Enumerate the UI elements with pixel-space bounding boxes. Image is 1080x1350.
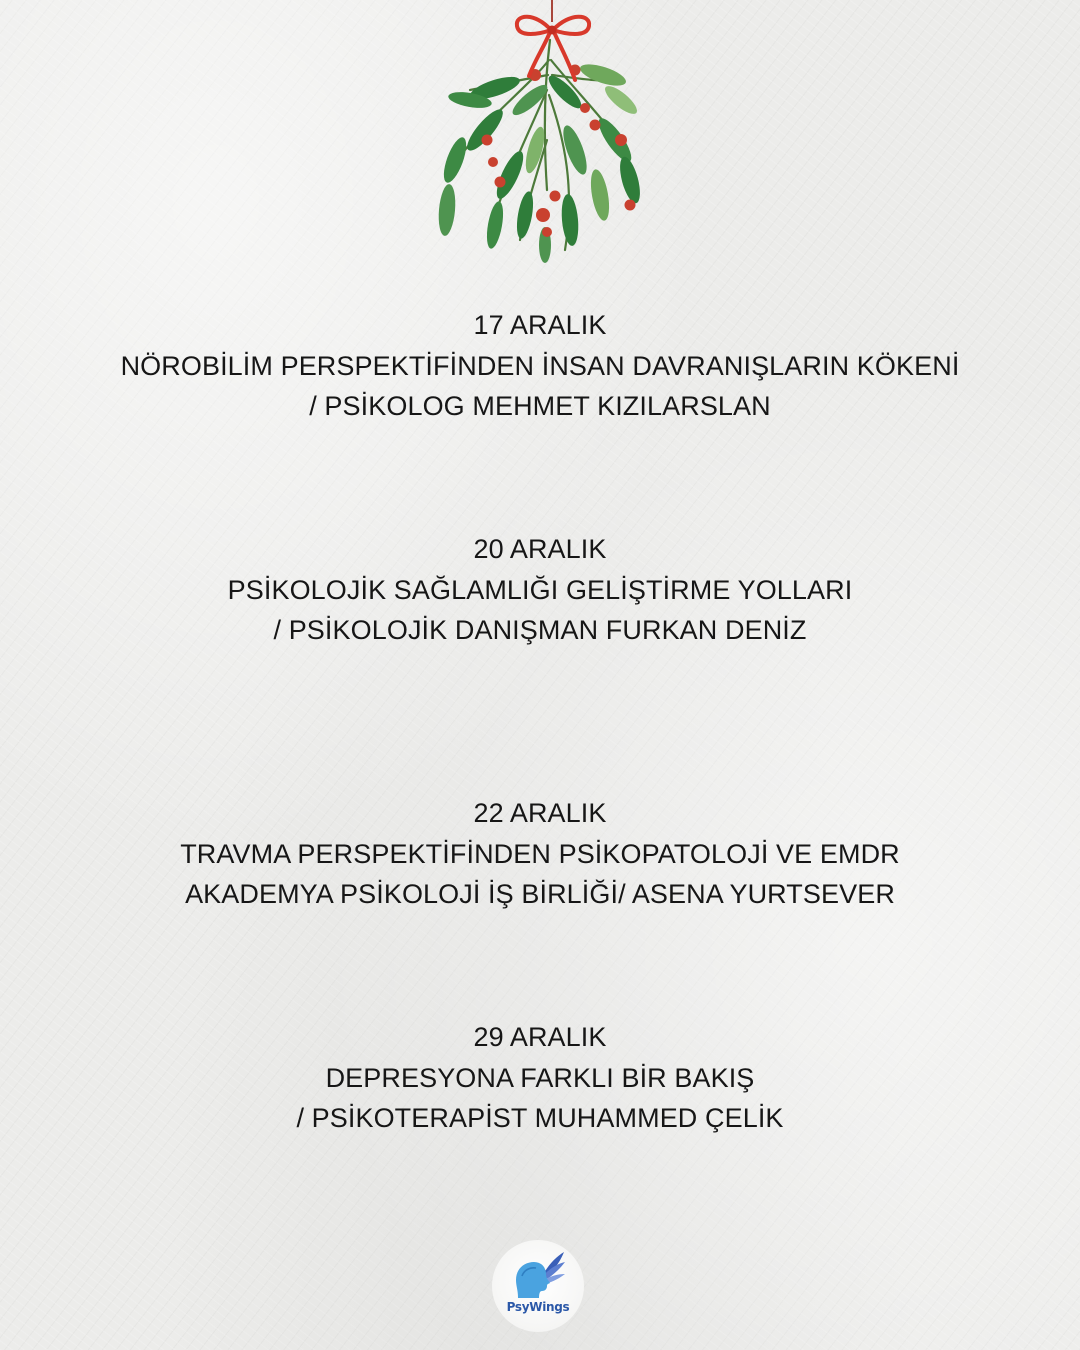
psywings-logo — [492, 1240, 584, 1332]
event-date: 29 ARALIK — [473, 1022, 607, 1052]
event-29-aralik — [0, 1017, 1080, 1139]
event-speaker: / PSİKOTERAPİST MUHAMMED ÇELİK — [296, 1103, 784, 1133]
mistletoe-icon — [425, 0, 655, 275]
event-date: 20 ARALIK — [473, 534, 607, 564]
event-date: 22 ARALIK — [473, 798, 607, 828]
event-title: TRAVMA PERSPEKTİFİNDEN PSİKOPATOLOJİ VE EMDR — [180, 838, 900, 869]
logo-text: PsyWings — [506, 1300, 570, 1314]
event-date: 17 ARALIK — [473, 310, 607, 340]
event-20-aralik — [0, 529, 1080, 651]
event-17-aralik — [0, 305, 1080, 427]
event-speaker: / PSİKOLOG MEHMET KIZILARSLAN — [309, 391, 771, 421]
event-speaker: / PSİKOLOJİK DANIŞMAN FURKAN DENİZ — [273, 615, 807, 645]
event-speaker: AKADEMYA PSİKOLOJİ İŞ BİRLİĞİ/ ASENA YURTSEVER — [185, 879, 895, 909]
event-22-aralik — [0, 793, 1080, 915]
winged-head-icon — [510, 1250, 566, 1302]
event-title: DEPRESYONA FARKLI BİR BAKIŞ — [325, 1062, 755, 1093]
event-title: PSİKOLOJİK SAĞLAMLIĞI GELİŞTİRME YOLLARI — [227, 574, 853, 605]
event-title: NÖROBİLİM PERSPEKTİFİNDEN İNSAN DAVRANIŞLARIN KÖKENİ — [120, 350, 960, 381]
